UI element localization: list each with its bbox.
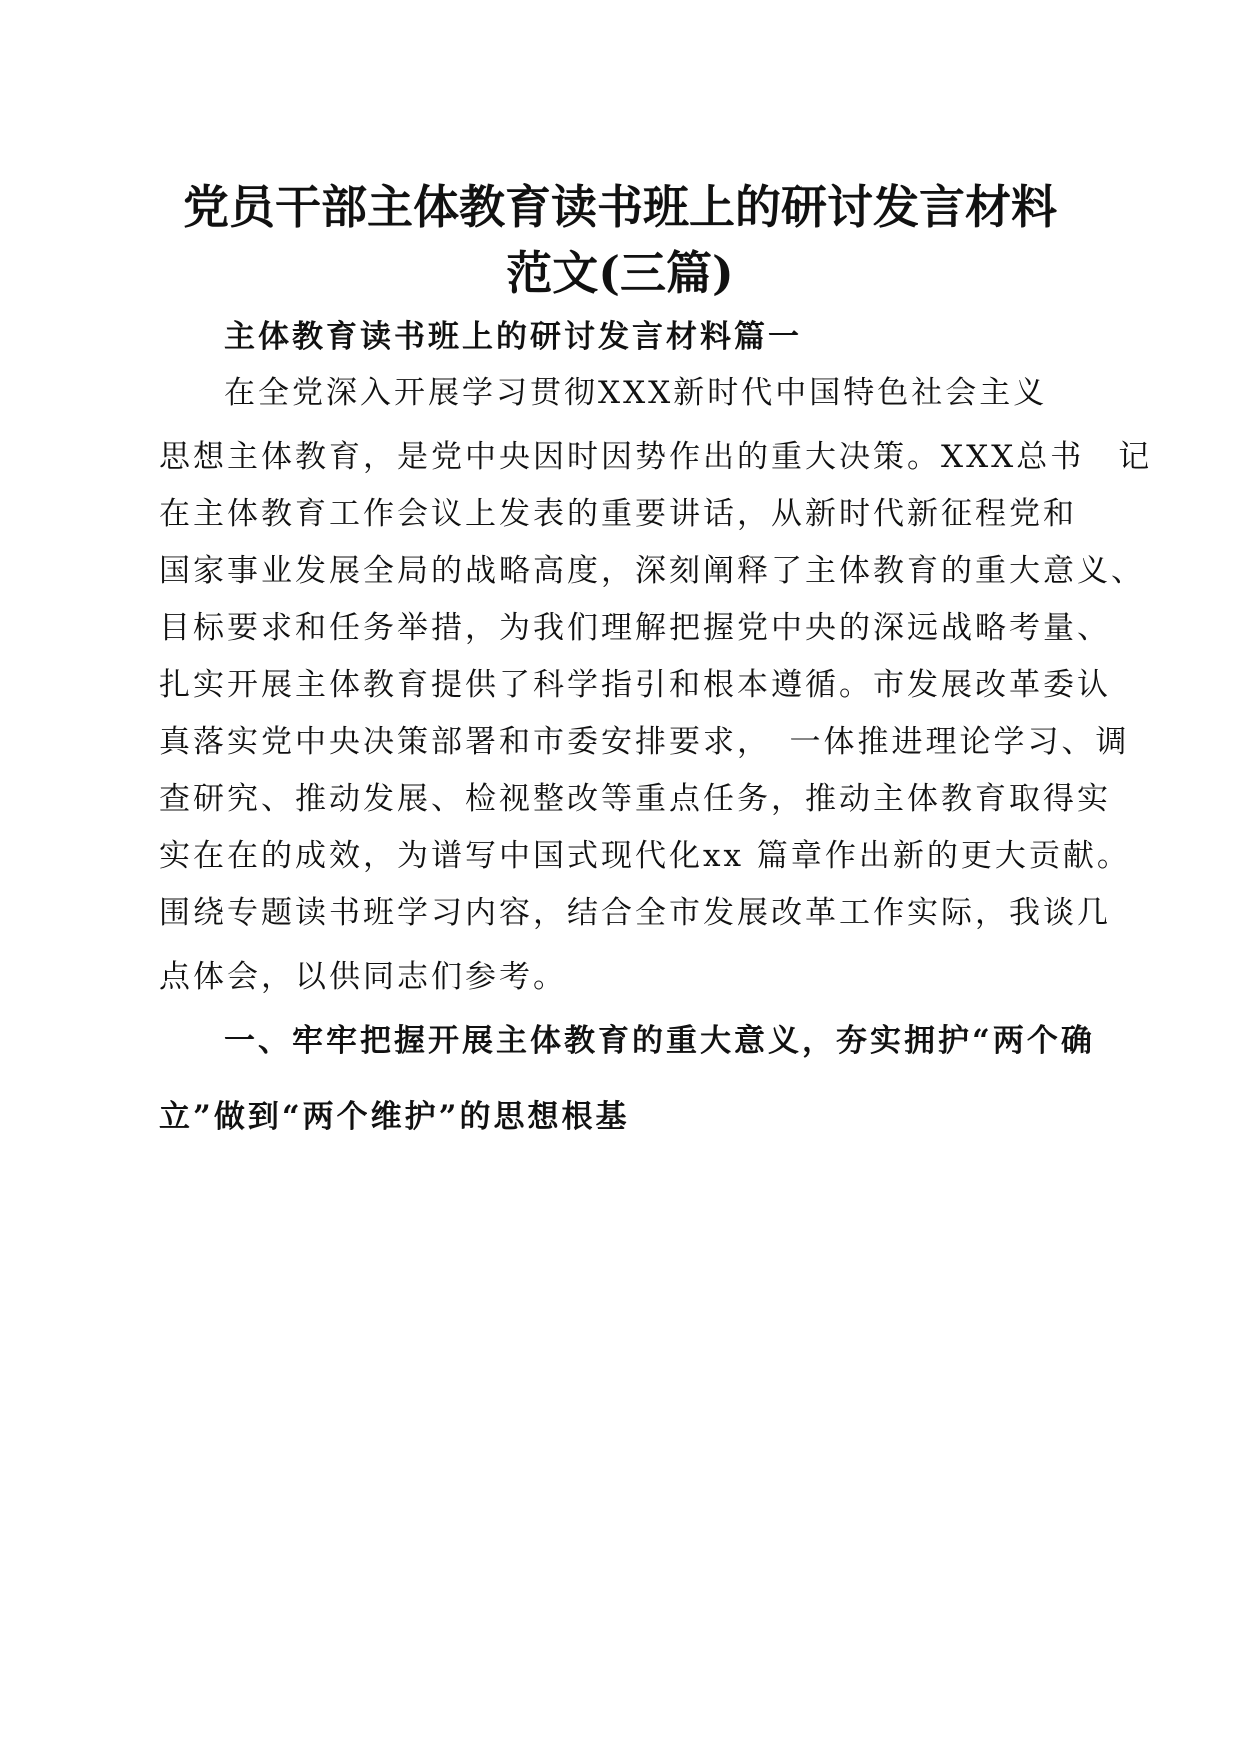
paragraph-line: 思想主体教育，是党中央因时因势作出的重大决策。XXX总书 记 <box>159 439 1153 475</box>
paragraph-line: 在全党深入开展学习贯彻XXX新时代中国特色社会主义 <box>224 375 1048 411</box>
subheading-line-2: 立”做到“两个维护”的思想根基 <box>159 1099 630 1135</box>
paragraph-line: 扎实开展主体教育提供了科学指引和根本遵循。市发展改革委认 <box>159 667 1111 703</box>
paragraph-line: 目标要求和任务举措，为我们理解把握党中央的深远战略考量、 <box>159 610 1111 646</box>
paragraph-line: 实在在的成效，为谱写中国式现代化xx 篇章作出新的更大贡献。 <box>159 838 1131 874</box>
paragraph-line: 围绕专题读书班学习内容，结合全市发展改革工作实际，我谈几 <box>159 895 1111 931</box>
paragraph-line: 在主体教育工作会议上发表的重要讲话，从新时代新征程党和 <box>159 496 1077 532</box>
subheading-line-1: 一、牢牢把握开展主体教育的重大意义，夯实拥护“两个确 <box>224 1023 1095 1059</box>
paragraph-line: 国家事业发展全局的战略高度，深刻阐释了主体教育的重大意义、 <box>159 553 1145 589</box>
section-heading: 主体教育读书班上的研讨发言材料篇一 <box>224 319 802 355</box>
document-title-line-1: 党员干部主体教育读书班上的研讨发言材料 <box>183 180 1057 234</box>
document-title-line-2: 范文(三篇) <box>506 246 734 300</box>
paragraph-line: 查研究、推动发展、检视整改等重点任务，推动主体教育取得实 <box>159 781 1111 817</box>
paragraph-line: 点体会，以供同志们参考。 <box>159 959 567 995</box>
paragraph-line: 真落实党中央决策部署和市委安排要求， 一体推进理论学习、调 <box>159 724 1130 760</box>
